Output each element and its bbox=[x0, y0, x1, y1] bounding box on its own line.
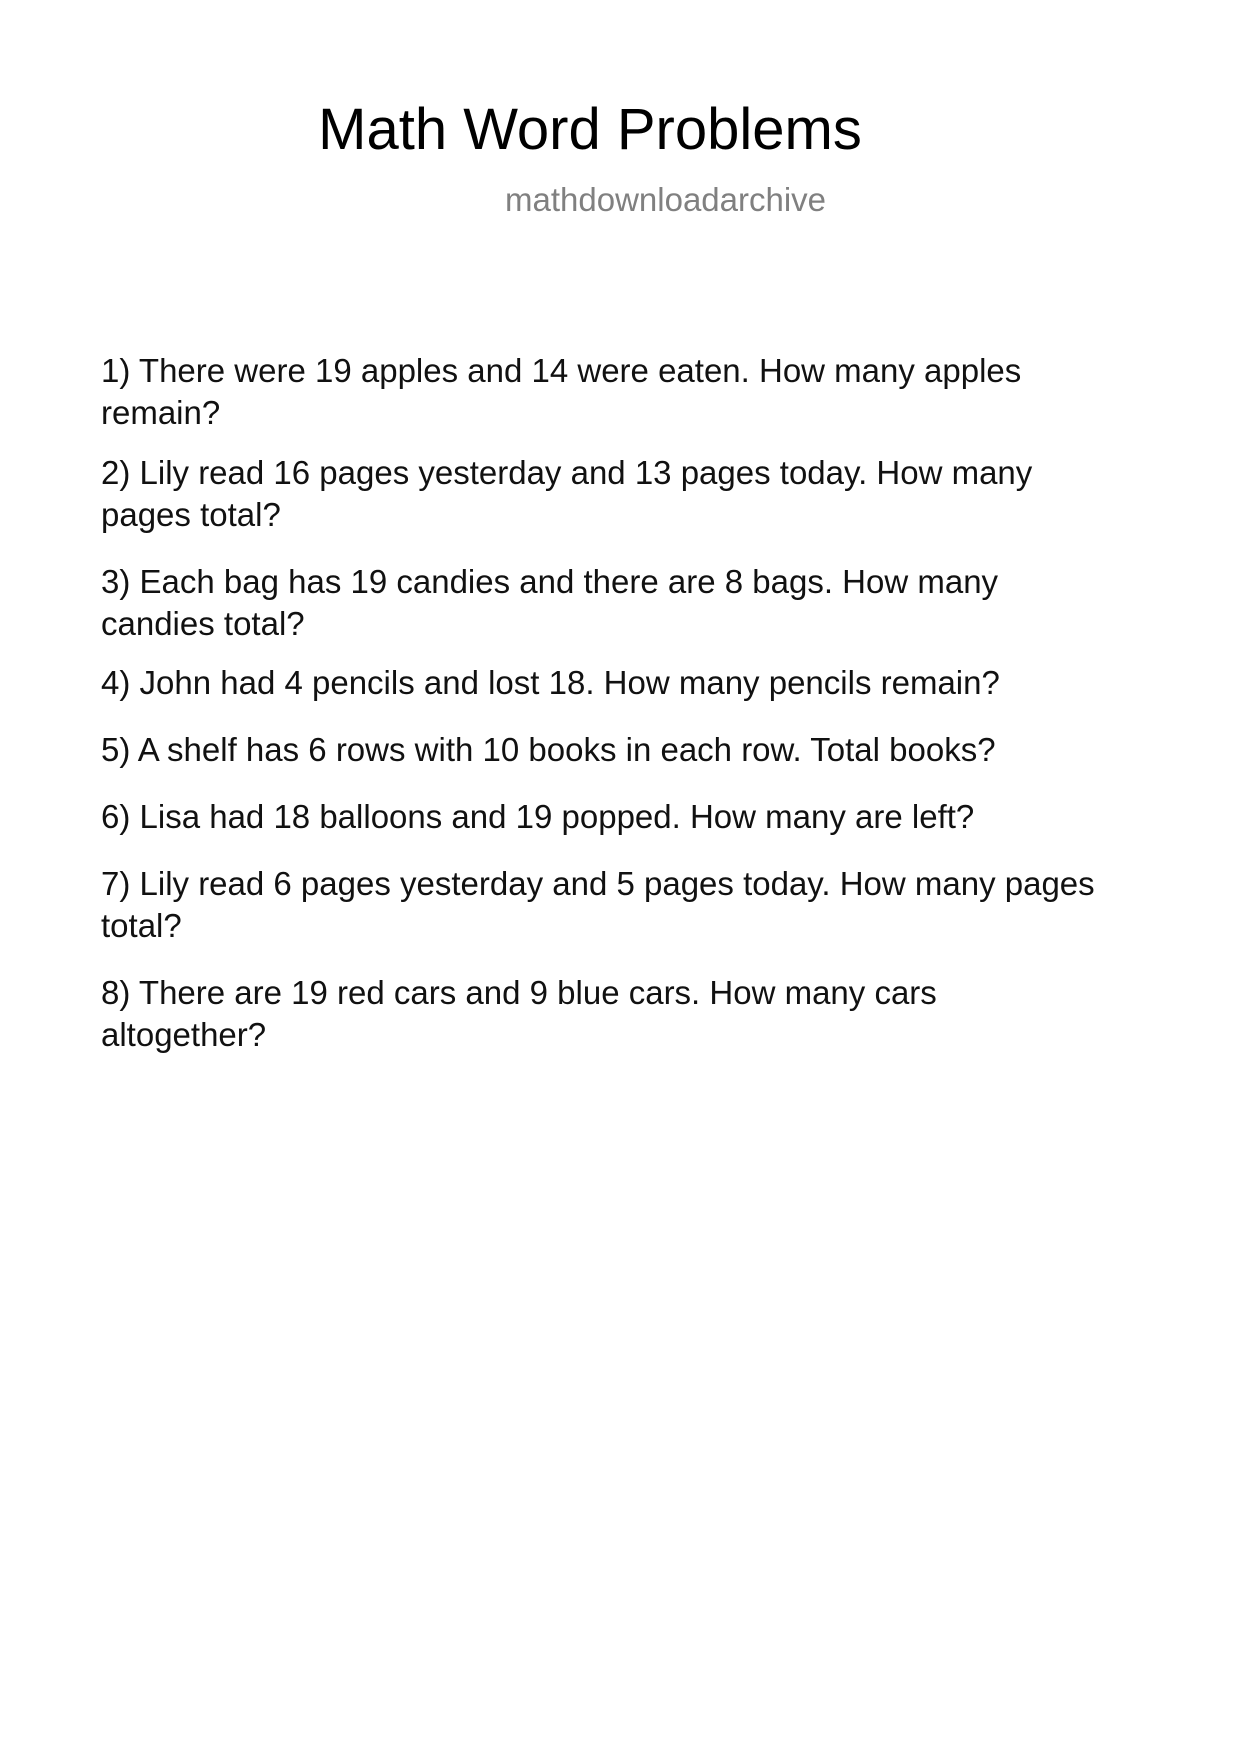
problem-item-8: 8) There are 19 red cars and 9 blue cars. How many cars altogether? bbox=[101, 974, 937, 1053]
problem-item-2: 2) Lily read 16 pages yesterday and 13 pages today. How many pages total? bbox=[101, 454, 1033, 533]
problem-item-5: 5) A shelf has 6 rows with 10 books in each row. Total books? bbox=[101, 731, 996, 768]
problem-item-6: 6) Lisa had 18 balloons and 19 popped. How many are left? bbox=[101, 798, 975, 835]
problem-list bbox=[101, 350, 1111, 1056]
problem-item-3: 3) Each bag has 19 candies and there are 8 bags. How many candies total? bbox=[101, 563, 999, 642]
page-title: Math Word Problems bbox=[318, 97, 862, 162]
problem-item-1: 1) There were 19 apples and 14 were eaten. How many apples remain? bbox=[101, 352, 1022, 431]
page-subtitle: mathdownloadarchive bbox=[505, 181, 827, 218]
problem-item-4: 4) John had 4 pencils and lost 18. How many pencils remain? bbox=[101, 664, 1000, 701]
problem-item-7: 7) Lily read 6 pages yesterday and 5 pages today. How many pages total? bbox=[101, 865, 1095, 944]
